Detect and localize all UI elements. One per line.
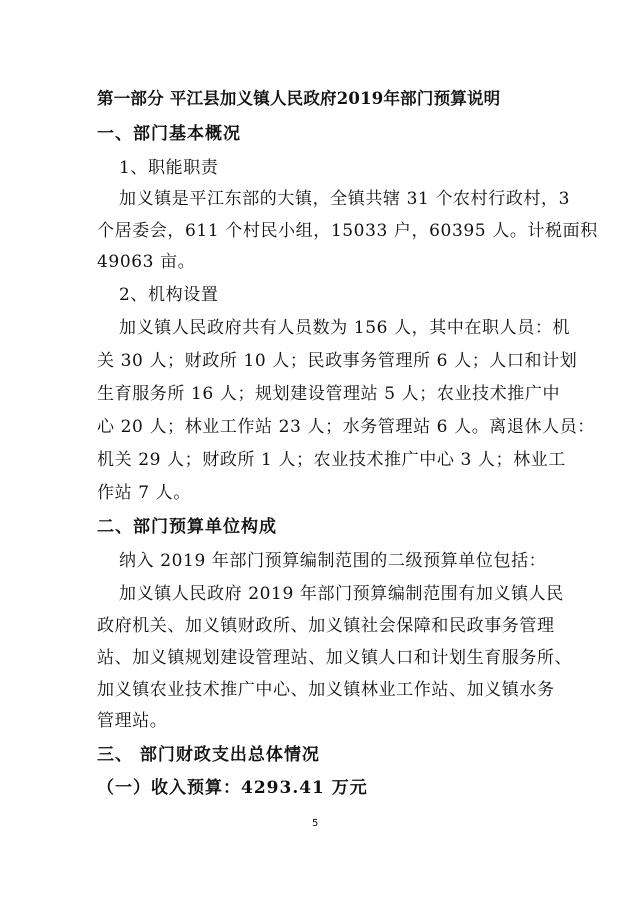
functions-text-line: 个居委会，611 个村民小组，15033 户，60395 人。计税面积 (97, 221, 598, 241)
budget-units-text-line: 管理站。 (97, 711, 168, 731)
organization-text-line: 机关 29 人；财政所 1 人；农业技术推广中心 3 人；林业工 (97, 450, 566, 470)
budget-units-text-line: 加义镇农业技术推广中心、加义镇林业工作站、加义镇水务 (97, 680, 555, 700)
section-heading-budget-units: 二、部门预算单位构成 (97, 517, 277, 537)
organization-text-line: 作站 7 人。 (97, 483, 191, 503)
subsection-heading-functions: 1、职能职责 (119, 158, 219, 178)
organization-text-line: 心 20 人；林业工作站 23 人；水务管理站 6 人。离退休人员： (97, 417, 595, 437)
organization-text-line: 加义镇人民政府共有人员数为 156 人，其中在职人员：机 (119, 318, 571, 338)
section-heading-expenditure-overview: 三、 部门财政支出总体情况 (97, 745, 320, 765)
organization-text-line: 生育服务所 16 人；规划建设管理站 5 人；农业技术推广中 (97, 384, 561, 404)
section-heading-basic-overview: 一、部门基本概况 (97, 124, 241, 144)
budget-units-text-line: 政府机关、加义镇财政所、加义镇社会保障和民政事务管理 (97, 616, 555, 636)
subsection-heading-organization: 2、机构设置 (119, 285, 219, 305)
document-title: 第一部分 平江县加义镇人民政府2019年部门预算说明 (97, 89, 501, 108)
functions-text-line: 加义镇是平江东部的大镇，全镇共辖 31 个农村行政村，3 (119, 189, 571, 209)
budget-units-intro-line: 纳入 2019 年部门预算编制范围的二级预算单位包括： (119, 551, 547, 571)
functions-text-line: 49063 亩。 (97, 252, 196, 272)
organization-text-line: 关 30 人；财政所 10 人；民政事务管理所 6 人；人口和计划 (97, 351, 578, 371)
page-number: 5 (312, 818, 319, 829)
budget-units-text-line: 站、加义镇规划建设管理站、加义镇人口和计划生育服务所、 (97, 648, 573, 668)
revenue-budget-heading: （一）收入预算：4293.41 万元 (97, 778, 368, 798)
budget-units-text-line: 加义镇人民政府 2019 年部门预算编制范围有加义镇人民 (119, 584, 564, 604)
